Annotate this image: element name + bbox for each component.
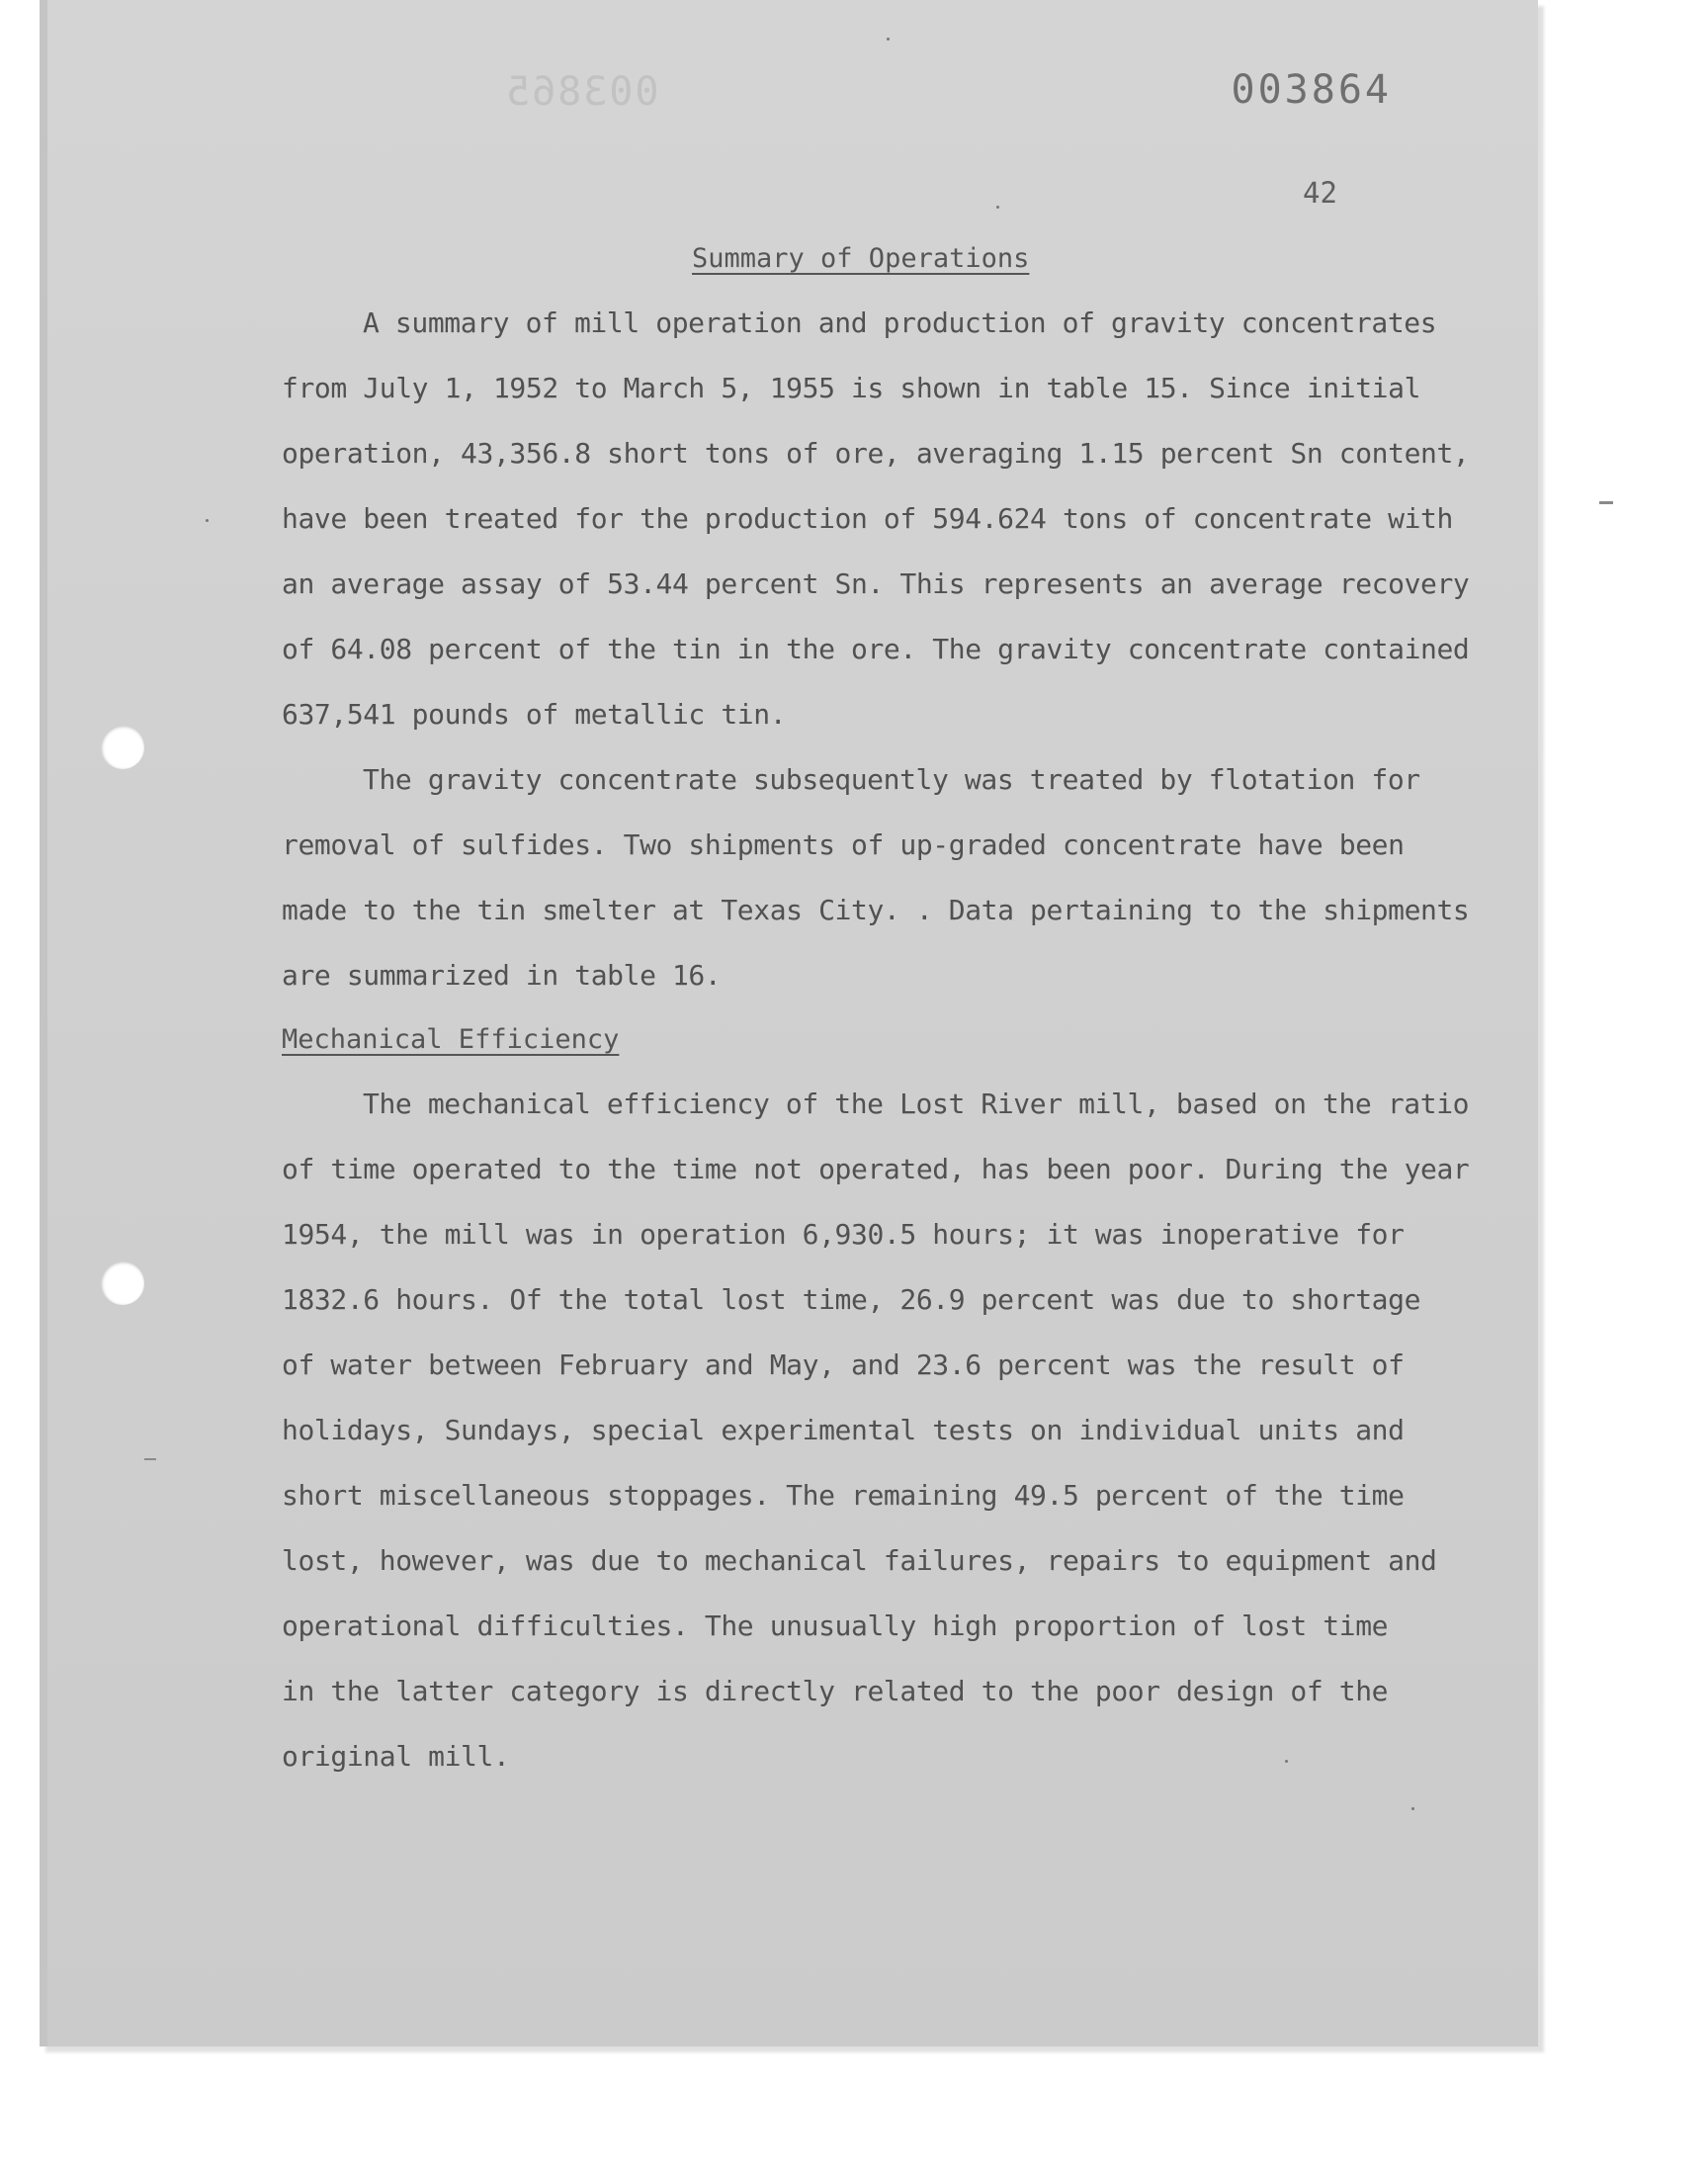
section-heading-summary: Summary of Operations — [692, 243, 1030, 274]
text-line: of time operated to the time not operated, has been poor. During the year — [282, 1153, 1470, 1185]
section-heading-mechanical: Mechanical Efficiency — [282, 1024, 620, 1055]
text-line: made to the tin smelter at Texas City. . Data pertaining to the shipments — [282, 894, 1470, 926]
text-line: The mechanical efficiency of the Lost River mill, based on the ratio — [363, 1088, 1470, 1120]
text-line: operation, 43,356.8 short tons of ore, averaging 1.15 percent Sn content, — [282, 437, 1470, 470]
text-line: The gravity concentrate subsequently was treated by flotation for — [363, 763, 1420, 796]
text-line: 637,541 pounds of metallic tin. — [282, 698, 787, 731]
paper-speck — [887, 38, 890, 41]
punch-hole-bottom — [101, 1262, 144, 1305]
text-line: original mill. — [282, 1740, 510, 1773]
text-line: lost, however, was due to mechanical failures, repairs to equipment and — [282, 1544, 1437, 1577]
page-number: 42 — [1303, 176, 1337, 210]
margin-mark — [1599, 501, 1613, 504]
paper-speck — [1285, 1760, 1288, 1763]
text-line: operational difficulties. The unusually high proportion of lost time — [282, 1610, 1389, 1642]
text-line: an average assay of 53.44 percent Sn. This represents an average recovery — [282, 567, 1470, 600]
text-line: are summarized in table 16. — [282, 959, 722, 992]
text-line: A summary of mill operation and production of gravity concentrates — [363, 306, 1437, 339]
text-line: of water between February and May, and 23.6 percent was the result of — [282, 1348, 1405, 1381]
text-line: from July 1, 1952 to March 5, 1955 is shown in table 15. Since initial — [282, 372, 1421, 404]
text-line: holidays, Sundays, special experimental tests on individual units and — [282, 1414, 1405, 1446]
text-line: short miscellaneous stoppages. The remaining 49.5 percent of the time — [282, 1479, 1405, 1512]
paper-speck — [206, 519, 209, 522]
text-line: 1832.6 hours. Of the total lost time, 26.9 percent was due to shortage — [282, 1283, 1421, 1316]
punch-hole-top — [101, 726, 144, 769]
text-line: in the latter category is directly related to the poor design of the — [282, 1675, 1389, 1707]
document-number: 003864 — [1231, 67, 1392, 113]
margin-mark — [144, 1458, 156, 1460]
paper-speck — [996, 206, 999, 209]
text-line: of 64.08 percent of the tin in the ore. The gravity concentrate contained — [282, 633, 1470, 665]
show-through-mark: 003865 — [504, 69, 659, 115]
text-line: 1954, the mill was in operation 6,930.5 hours; it was inoperative for — [282, 1218, 1405, 1251]
page-edge — [40, 0, 47, 2046]
paper-speck — [1411, 1807, 1414, 1810]
text-line: removal of sulfides. Two shipments of up-graded concentrate have been — [282, 828, 1405, 861]
text-line: have been treated for the production of 594.624 tons of concentrate with — [282, 502, 1453, 535]
